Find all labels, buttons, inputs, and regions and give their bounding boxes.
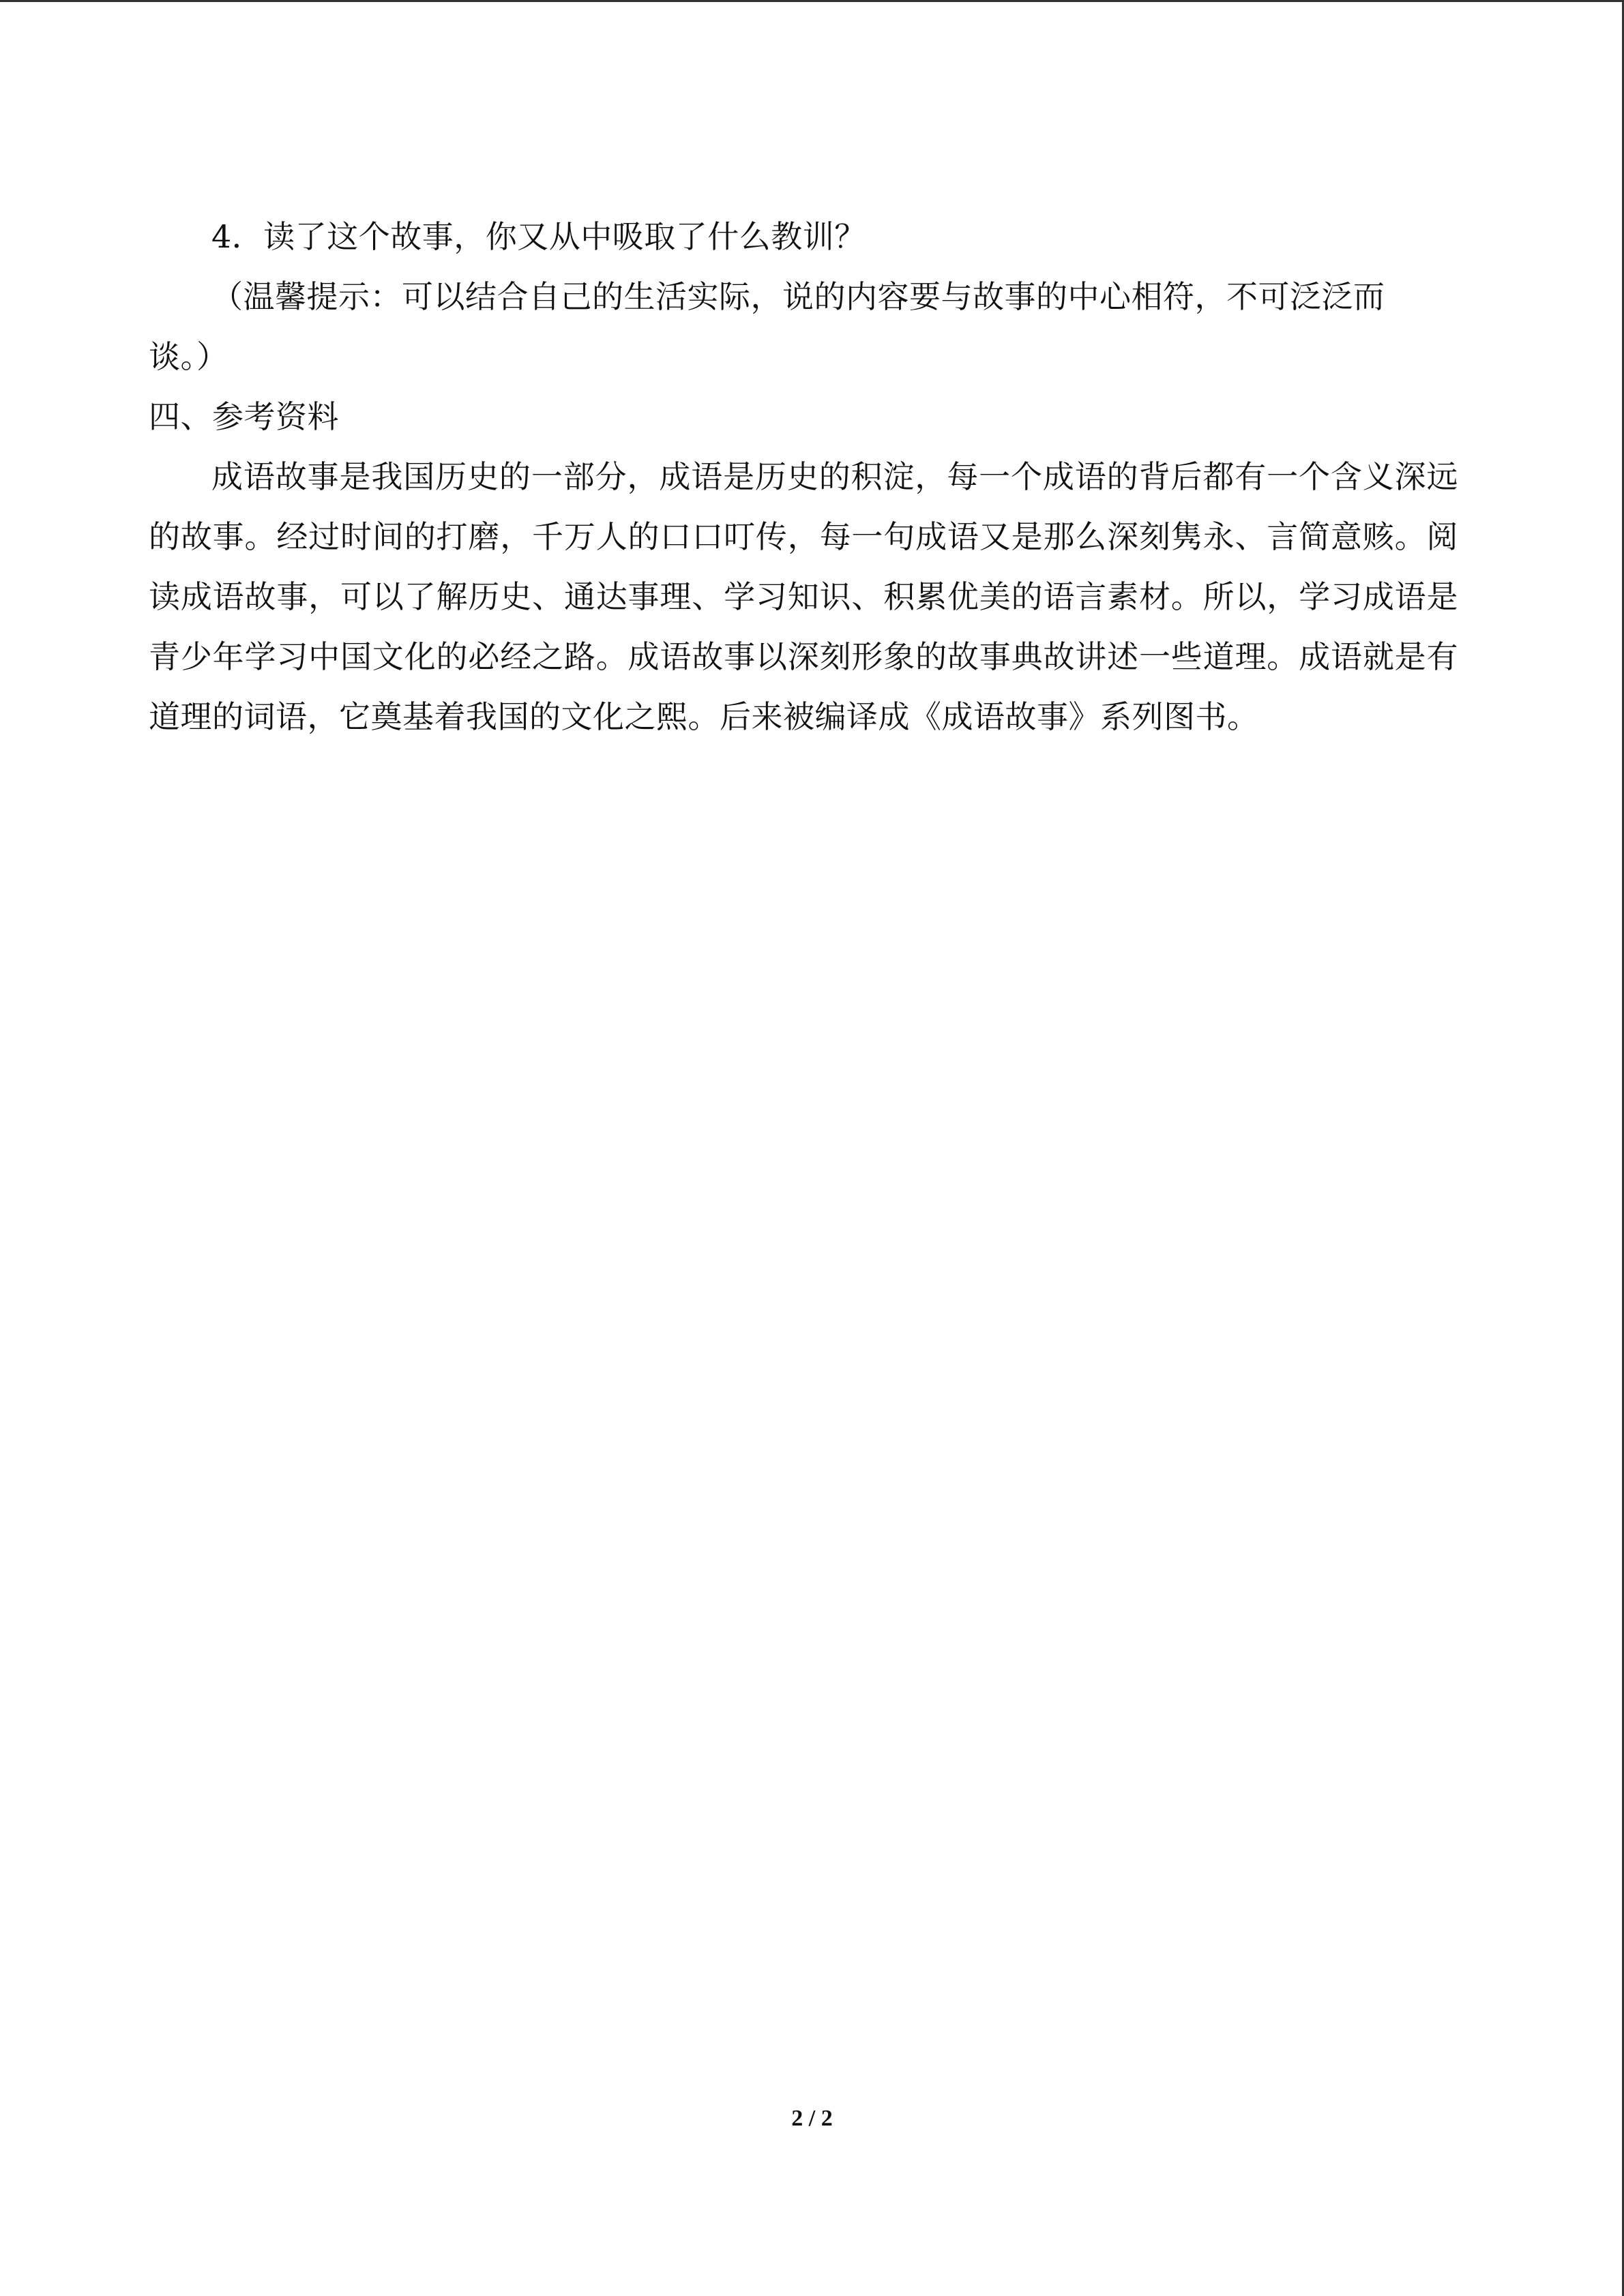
page-number: 2 / 2 [791, 2106, 833, 2131]
question-4: 4．读了这个故事，你又从中吸取了什么教训？ [211, 218, 866, 255]
hint-line-2: 谈。） [149, 338, 228, 375]
hint-line-1: （温馨提示：可以结合自己的生活实际，说的内容要与故事的中心相符，不可泛泛而 [211, 278, 1385, 315]
reference-paragraph: 成语故事是我国历史的一部分，成语是历史的积淀，每一个成语的背后都有一个含义深远的故事。经过时间的打磨，千万人的口口叮传，每一句成语又是那么深刻隽永、言简意赅。阅读成语故事，可以了解历史、通达事理、学习知识、积累优美的语言素材。所以，学习成语是青少年学习中国文化的必经之路。成语故事以深刻形象的故事典故讲述一些道理。成语就是有道理的词语，它奠基着我国的文化之熙。后来被编译成《成语故事》系列图书。 [149, 458, 1458, 735]
section-heading: 四、参考资料 [149, 398, 339, 435]
page-content [149, 207, 1458, 747]
